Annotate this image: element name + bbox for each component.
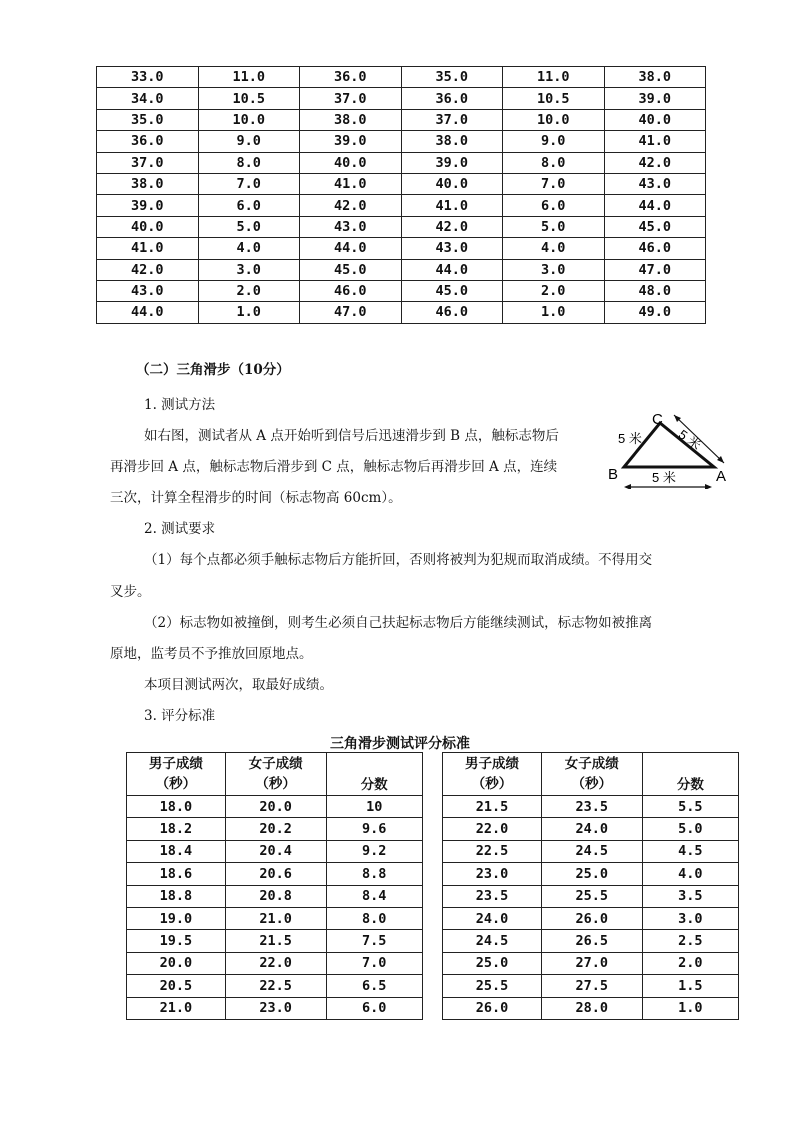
table-cell: 26.0 <box>541 907 642 929</box>
method-text-line-1: 如右图，测试者从 A 点开始听到信号后迅速滑步到 B 点，触标志物后 <box>144 428 559 444</box>
table-cell: 22.5 <box>225 975 326 997</box>
score-table-body <box>127 796 739 1020</box>
table-gap <box>422 818 442 840</box>
table-cell: 20.0 <box>127 952 226 974</box>
male-score-header-2 <box>443 753 542 796</box>
table-cell: 49.0 <box>604 302 706 323</box>
table-row <box>127 840 739 862</box>
requirements-heading: 2. 测试要求 <box>144 521 216 537</box>
requirement-2-line-2: 原地，监考员不予推放回原地点。 <box>110 646 313 662</box>
points-header-label-2: 分数 <box>676 777 704 793</box>
table-cell: 46.0 <box>604 238 706 259</box>
table-cell: 4.0 <box>503 238 605 259</box>
table-cell: 38.0 <box>401 131 503 152</box>
table-cell: 9.0 <box>503 131 605 152</box>
table-cell: 38.0 <box>604 67 706 88</box>
table-cell: 25.0 <box>541 863 642 885</box>
table-cell: 10.0 <box>503 109 605 130</box>
table-cell: 5.0 <box>642 818 738 840</box>
female-score-header <box>225 753 326 796</box>
table-cell: 22.0 <box>443 818 542 840</box>
male-header-unit: （秒） <box>155 776 197 792</box>
table-cell: 47.0 <box>604 259 706 280</box>
triangle-diagram <box>604 407 744 489</box>
score-continuation-table <box>96 66 706 324</box>
table-row <box>97 280 706 301</box>
table-cell: 26.5 <box>541 930 642 952</box>
table-cell: 40.0 <box>97 216 199 237</box>
table-cell: 20.5 <box>127 975 226 997</box>
table-row <box>127 885 739 907</box>
table-cell: 8.4 <box>326 885 422 907</box>
side-bc-label: 5 米 <box>618 431 642 446</box>
table-cell: 36.0 <box>401 88 503 109</box>
table-cell: 27.0 <box>541 952 642 974</box>
method-text-line-3: 三次，计算全程滑步的时间（标志物高 60cm）。 <box>110 490 402 506</box>
table-cell: 37.0 <box>401 109 503 130</box>
table-gap <box>422 907 442 929</box>
table-cell: 5.5 <box>642 796 738 818</box>
table-cell: 39.0 <box>604 88 706 109</box>
table-cell: 8.0 <box>326 907 422 929</box>
table-cell: 20.6 <box>225 863 326 885</box>
table-cell: 19.5 <box>127 930 226 952</box>
table-cell: 41.0 <box>300 173 402 194</box>
score-continuation-table-body <box>97 67 706 324</box>
female-header-unit: （秒） <box>255 776 296 792</box>
female-score-header-2 <box>541 753 642 796</box>
table-cell: 47.0 <box>300 302 402 323</box>
table-cell: 24.0 <box>541 818 642 840</box>
table-cell: 11.0 <box>198 67 300 88</box>
table-cell: 19.0 <box>127 907 226 929</box>
arrow-head-icon <box>705 484 712 489</box>
table-cell: 39.0 <box>300 131 402 152</box>
table-cell: 8.0 <box>503 152 605 173</box>
table-cell: 21.5 <box>225 930 326 952</box>
table-gap <box>422 796 442 818</box>
table-row <box>97 195 706 216</box>
method-text-line-2: 再滑步回 A 点，触标志物后滑步到 C 点，触标志物后再滑步回 A 点，连续 <box>110 459 558 475</box>
table-cell: 9.2 <box>326 840 422 862</box>
table-cell: 21.5 <box>443 796 542 818</box>
table-cell: 36.0 <box>300 67 402 88</box>
table-cell: 8.0 <box>198 152 300 173</box>
table-cell: 1.0 <box>503 302 605 323</box>
table-cell: 25.5 <box>541 885 642 907</box>
table-cell: 40.0 <box>401 173 503 194</box>
table-cell: 22.5 <box>443 840 542 862</box>
table-cell: 1.5 <box>642 975 738 997</box>
table-cell: 38.0 <box>97 173 199 194</box>
table-cell: 36.0 <box>97 131 199 152</box>
table-cell: 5.0 <box>503 216 605 237</box>
table-cell: 42.0 <box>300 195 402 216</box>
table-cell: 42.0 <box>97 259 199 280</box>
table-cell: 45.0 <box>401 280 503 301</box>
table-cell: 4.0 <box>198 238 300 259</box>
table-cell: 41.0 <box>401 195 503 216</box>
table-cell: 43.0 <box>401 238 503 259</box>
table-cell: 20.4 <box>225 840 326 862</box>
table-cell: 43.0 <box>604 173 706 194</box>
points-header-label: 分数 <box>360 777 388 793</box>
table-row <box>127 997 739 1019</box>
table-cell: 7.0 <box>503 173 605 194</box>
table-cell: 21.0 <box>127 997 226 1019</box>
table-cell: 37.0 <box>97 152 199 173</box>
table-gap <box>422 840 442 862</box>
table-cell: 7.0 <box>326 952 422 974</box>
table-row <box>127 952 739 974</box>
table-cell: 5.0 <box>198 216 300 237</box>
male-header-unit-2: （秒） <box>471 776 513 792</box>
table-cell: 44.0 <box>604 195 706 216</box>
table-cell: 18.4 <box>127 840 226 862</box>
table-row <box>97 67 706 88</box>
table-row <box>97 109 706 130</box>
table-cell: 48.0 <box>604 280 706 301</box>
female-header-label-2: 女子成绩 <box>564 756 619 772</box>
table-cell: 24.5 <box>443 930 542 952</box>
table-cell: 3.0 <box>503 259 605 280</box>
table-gap <box>422 885 442 907</box>
table-row <box>97 302 706 323</box>
point-b-label: B <box>608 466 619 483</box>
score-table-header-row <box>127 753 739 796</box>
table-cell: 46.0 <box>300 280 402 301</box>
table-row <box>127 930 739 952</box>
table-cell: 18.8 <box>127 885 226 907</box>
arrow-head-icon <box>624 484 631 489</box>
table-row <box>127 863 739 885</box>
table-cell: 3.0 <box>642 907 738 929</box>
table-cell: 1.0 <box>198 302 300 323</box>
scoring-heading: 3. 评分标准 <box>144 708 216 724</box>
table-gap <box>422 863 442 885</box>
requirement-1-line-1: （1）每个点都必须手触标志物后方能折回，否则将被判为犯规而取消成绩。不得用交 <box>144 552 653 568</box>
table-cell: 3.0 <box>198 259 300 280</box>
table-cell: 10 <box>326 796 422 818</box>
table-cell: 44.0 <box>401 259 503 280</box>
table-row <box>127 818 739 840</box>
points-header <box>326 753 422 796</box>
table-cell: 1.0 <box>642 997 738 1019</box>
table-cell: 26.0 <box>443 997 542 1019</box>
table-cell: 18.2 <box>127 818 226 840</box>
table-cell: 6.0 <box>198 195 300 216</box>
table-row <box>97 238 706 259</box>
table-cell: 4.5 <box>642 840 738 862</box>
table-cell: 39.0 <box>401 152 503 173</box>
table-cell: 10.5 <box>503 88 605 109</box>
table-cell: 41.0 <box>97 238 199 259</box>
table-gap <box>422 975 442 997</box>
table-cell: 4.0 <box>642 863 738 885</box>
table-cell: 23.0 <box>443 863 542 885</box>
side-ba-label: 5 米 <box>652 470 676 485</box>
table-cell: 43.0 <box>300 216 402 237</box>
table-cell: 2.0 <box>198 280 300 301</box>
table-cell: 8.8 <box>326 863 422 885</box>
table-cell: 7.5 <box>326 930 422 952</box>
table-cell: 20.8 <box>225 885 326 907</box>
table-gap <box>422 997 442 1019</box>
table-row <box>97 88 706 109</box>
table-gap <box>422 753 442 796</box>
table-cell: 9.6 <box>326 818 422 840</box>
table-row <box>127 796 739 818</box>
table-cell: 23.0 <box>225 997 326 1019</box>
table-cell: 18.6 <box>127 863 226 885</box>
table-cell: 44.0 <box>300 238 402 259</box>
method-heading: 1. 测试方法 <box>144 397 216 413</box>
table-cell: 43.0 <box>97 280 199 301</box>
table-cell: 24.0 <box>443 907 542 929</box>
table-cell: 46.0 <box>401 302 503 323</box>
table-cell: 23.5 <box>541 796 642 818</box>
table-cell: 37.0 <box>300 88 402 109</box>
requirement-2-line-1: （2）标志物如被撞倒，则考生必须自己扶起标志物后方能继续测试，标志物如被推离 <box>144 615 653 631</box>
score-table-title: 三角滑步测试评分标准 <box>330 736 470 752</box>
points-header-2 <box>642 753 738 796</box>
section-heading: （二）三角滑步（10分） <box>136 362 290 378</box>
table-cell: 45.0 <box>300 259 402 280</box>
table-cell: 10.5 <box>198 88 300 109</box>
male-score-header <box>127 753 226 796</box>
table-cell: 6.5 <box>326 975 422 997</box>
table-gap <box>422 952 442 974</box>
table-cell: 41.0 <box>604 131 706 152</box>
table-cell: 34.0 <box>97 88 199 109</box>
table-cell: 42.0 <box>401 216 503 237</box>
table-cell: 3.5 <box>642 885 738 907</box>
table-cell: 44.0 <box>97 302 199 323</box>
table-cell: 21.0 <box>225 907 326 929</box>
table-cell: 28.0 <box>541 997 642 1019</box>
table-cell: 35.0 <box>401 67 503 88</box>
point-a-label: A <box>716 468 727 485</box>
table-row <box>127 975 739 997</box>
table-row <box>97 152 706 173</box>
table-cell: 2.0 <box>503 280 605 301</box>
side-ca-label: 5 米 <box>675 426 704 453</box>
table-row <box>97 216 706 237</box>
table-row <box>97 259 706 280</box>
table-cell: 40.0 <box>604 109 706 130</box>
table-cell: 2.5 <box>642 930 738 952</box>
attempts-note: 本项目测试两次，取最好成绩。 <box>144 677 333 693</box>
table-cell: 23.5 <box>443 885 542 907</box>
table-gap <box>422 930 442 952</box>
table-cell: 9.0 <box>198 131 300 152</box>
triangle-slide-score-table <box>126 752 739 1020</box>
table-cell: 20.2 <box>225 818 326 840</box>
table-cell: 22.0 <box>225 952 326 974</box>
table-cell: 33.0 <box>97 67 199 88</box>
female-header-unit-2: （秒） <box>571 776 613 792</box>
table-cell: 39.0 <box>97 195 199 216</box>
table-cell: 10.0 <box>198 109 300 130</box>
table-cell: 42.0 <box>604 152 706 173</box>
male-header-label-2: 男子成绩 <box>465 756 520 772</box>
table-cell: 7.0 <box>198 173 300 194</box>
table-cell: 27.5 <box>541 975 642 997</box>
table-cell: 6.0 <box>503 195 605 216</box>
female-header-label: 女子成绩 <box>248 756 303 772</box>
table-cell: 38.0 <box>300 109 402 130</box>
table-cell: 25.5 <box>443 975 542 997</box>
male-header-label: 男子成绩 <box>148 756 203 772</box>
table-cell: 2.0 <box>642 952 738 974</box>
table-cell: 6.0 <box>326 997 422 1019</box>
table-cell: 40.0 <box>300 152 402 173</box>
point-c-label: C <box>652 411 663 428</box>
table-cell: 20.0 <box>225 796 326 818</box>
table-cell: 45.0 <box>604 216 706 237</box>
table-cell: 11.0 <box>503 67 605 88</box>
table-row <box>97 173 706 194</box>
table-row <box>97 131 706 152</box>
table-cell: 24.5 <box>541 840 642 862</box>
requirement-1-line-2: 叉步。 <box>110 584 151 600</box>
table-row <box>127 907 739 929</box>
table-cell: 25.0 <box>443 952 542 974</box>
table-cell: 18.0 <box>127 796 226 818</box>
table-cell: 35.0 <box>97 109 199 130</box>
